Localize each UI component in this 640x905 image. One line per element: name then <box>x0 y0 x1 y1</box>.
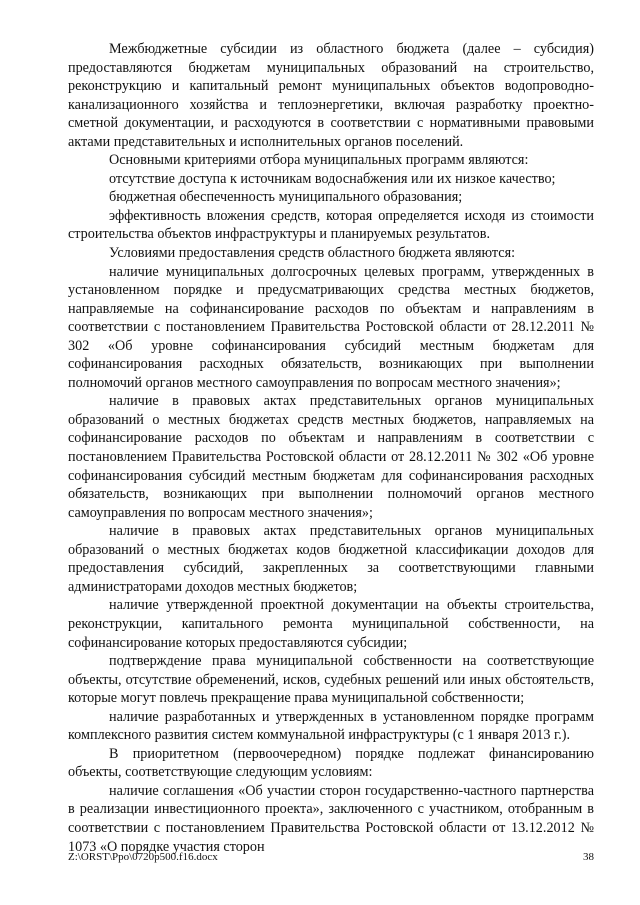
paragraph-priority-agreement: наличие соглашения «Об участии сторон государственно-частного партнерства в реализации инвестиционного проекта», заключенного с участником, отобранным в соответствии с постановлением Правительства Ростовской области от 13.12.2012 № 1073 «О порядке участия сторон <box>68 782 594 855</box>
paragraph-criterion-efficiency: эффективность вложения средств, которая определяется исходя из стоимости строительства объектов инфраструктуры и планируемых результатов. <box>68 207 594 243</box>
paragraph-condition-programs: наличие муниципальных долгосрочных целевых программ, утвержденных в установленном порядке и предусматривающих средства местных бюджетов, направляемые на софинансирование расходов по объектам и направлениям в соответствии с постановлением Правительства Ростовской области от 28.12.2011 № 302 «Об уровне софинансирования субсидий местным бюджетам для софинансирования расходных обязательств, возникающих при выполнении полномочий органов местного самоуправления по вопросам местного значения»; <box>68 263 594 391</box>
paragraph-criterion-budget: бюджетная обеспеченность муниципального образования; <box>109 189 463 206</box>
paragraph-subsidy-definition: Межбюджетные субсидии из областного бюджета (далее – субсидия) предоставляются бюджетам муниципальных образований на строительство, реконструкцию и капитальный ремонт муниципальных объектов водопроводно-канализационного хозяйства и теплоэнергетики, включая разработку проектно-сметной документации, и расходуются в соответствии с нормативными правовыми актами представительных и исполнительных органов поселений. <box>68 41 594 150</box>
paragraph-condition-project-docs: наличие утвержденной проектной документации на объекты строительства, реконструкции, капитального ремонта муниципальной собственности, на софинансирование которых предоставляются субсидии; <box>68 597 594 651</box>
paragraph-condition-budget-funds: наличие в правовых актах представительных органов муниципальных образований о местных бюджетах средств местных бюджетов, направляемых на софинансирование расходов по объектам и направлениям в соответствии с постановлением Правительства Ростовской области от 28.12.2011 № 302 «Об уровне софинансирования субсидий местным бюджетам для софинансирования расходных обязательств, возникающих при выполнении полномочий органов местного самоуправления по вопросам местного значения»; <box>68 393 594 521</box>
footer-file-path: Z:\ORST\Ppo\0720p500.f16.docx <box>68 851 218 863</box>
paragraph-condition-ownership: подтверждение права муниципальной собственности на соответствующие объекты, отсутствие обременений, исков, судебных решений или иных обстоятельств, которые могут повлечь прекращение права муниципальной собственности; <box>68 653 594 707</box>
paragraph-condition-budget-codes: наличие в правовых актах представительных органов муниципальных образований о местных бюджетах кодов бюджетной классификации доходов для предоставления субсидий, закрепленных за соответствующими главными администраторами доходов местных бюджетов; <box>68 523 594 595</box>
paragraph-conditions-intro: Условиями предоставления средств областного бюджета являются: <box>109 245 516 262</box>
page-number: 38 <box>583 851 594 863</box>
paragraph-criterion-water-access: отсутствие доступа к источникам водоснабжения или их низкое качество; <box>109 170 556 187</box>
paragraph-condition-infrastructure-programs: наличие разработанных и утвержденных в установленном порядке программ комплексного развития систем коммунальной инфраструктуры (с 1 января 2013 г.). <box>68 708 594 744</box>
document-body <box>68 40 594 856</box>
paragraph-priority-intro: В приоритетном (первоочередном) порядке подлежат финансированию объекты, соответствующие следующим условиям: <box>68 745 594 781</box>
paragraph-criteria-intro: Основными критериями отбора муниципальных программ являются: <box>109 152 529 169</box>
